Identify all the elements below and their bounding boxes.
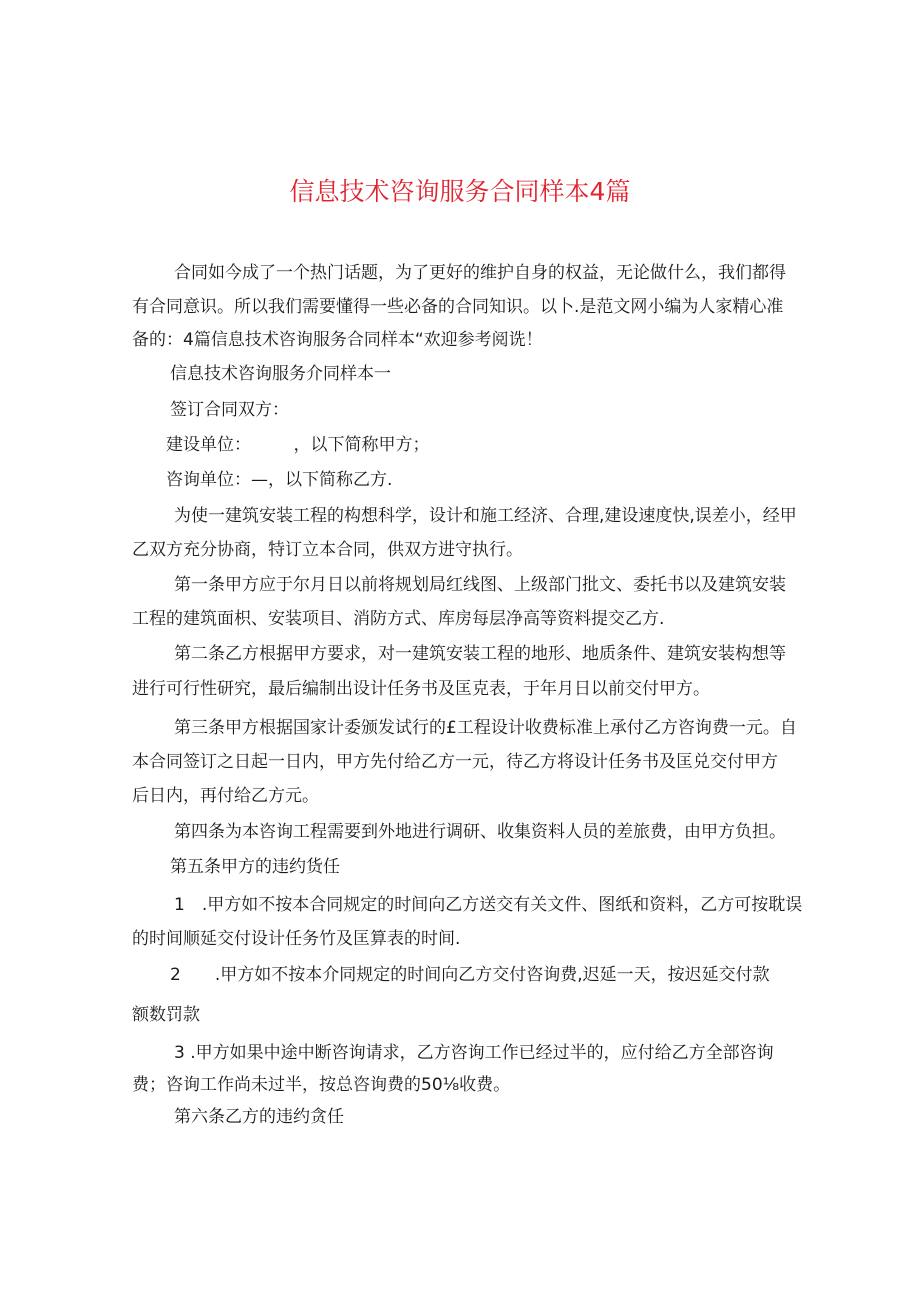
paragraph-line: 信息技术咨询服务介同样本一 [170,364,391,384]
paragraph-line: 第二条乙方根据甲方要求，对一建筑安装工程的地形、地质条件、建筑安装构想等 [174,644,786,664]
paragraph-line: 工程的建筑面枳、安装项目、消防方式、库房每层净高等资料提交乙方. [132,609,665,629]
paragraph-line: 第六条乙方的违约贪任 [174,1107,344,1127]
paragraph-line: 费；咨询工作尚未过半，按总咨询费的50⅛收费。 [132,1075,511,1095]
paragraph-line: 合同如今成了一个热门话题，为了更好的维护自身的权益，无论做什么，我们都得 [174,263,786,283]
paragraph-line: 第三条甲方根据国家计委颁发试行的£工程设计收费标准上承付乙方咨询费一元。自 [174,718,797,738]
paragraph-line: 签订合同双方： [170,400,289,420]
paragraph-line: 第一条甲方应于尔月日以前将规划局红线图、上级部门批文、委托书以及建筑安装 [174,575,786,595]
paragraph-line: 第五条甲方的违约货任 [170,857,340,877]
paragraph-line: 后日内，再付给乙方元。 [132,786,319,806]
paragraph-line: 额数罚款 [132,1005,200,1025]
paragraph-line: 建设单位： ，以下简称甲方； [166,435,430,455]
paragraph-line: 备的：4篇信息技术咨询服务合同样本“欢迎参考阅诜！ [132,330,543,350]
document-title: 信息技术咨询服务合同样本4篇 [289,177,631,206]
paragraph-line: 1 .甲方如不按本合同规定的时间向乙方送交有关文件、图纸和资料，乙方可按耽误 [174,895,803,915]
paragraph-line: 为使一建筑安装工程的构想科学，设计和施工经济、合理,建设速度快,误差小，经甲 [174,506,797,526]
paragraph-line: 3 .甲方如果中途中断咨询请求，乙方咨询工作已经过半的，应付给乙方全部咨询 [174,1043,774,1063]
paragraph-line: 第四条为本咨询工程需要到外地进行调研、收集资料人员的差旅费，由甲方负担。 [174,822,786,842]
paragraph-line: 2 .甲方如不按本介同规定的时间向乙方交付咨询费,迟延一天，按迟延交付款 [170,965,770,985]
paragraph-line: 有合同意识。所以我们需要懂得一些必备的合同知识。以卜.是范文网小编为人家精心准 [132,297,784,317]
paragraph-line: 乙双方充分协商，特订立本合同，供双方进守执行。 [132,540,523,560]
paragraph-line: 本合同签订之日起一日内，甲方先付给乙方一元，待乙方将设计任务书及匡兑交付甲方 [132,752,778,772]
paragraph-line: 咨询单位：—，以下简称乙方. [166,470,393,490]
paragraph-line: 的时间顺延交付设计任务竹及匡算表的时间. [132,929,461,949]
paragraph-line: 进行可行性研究，最后编制出设计任务书及匡克表，于年月日以前交付甲方。 [132,679,710,699]
